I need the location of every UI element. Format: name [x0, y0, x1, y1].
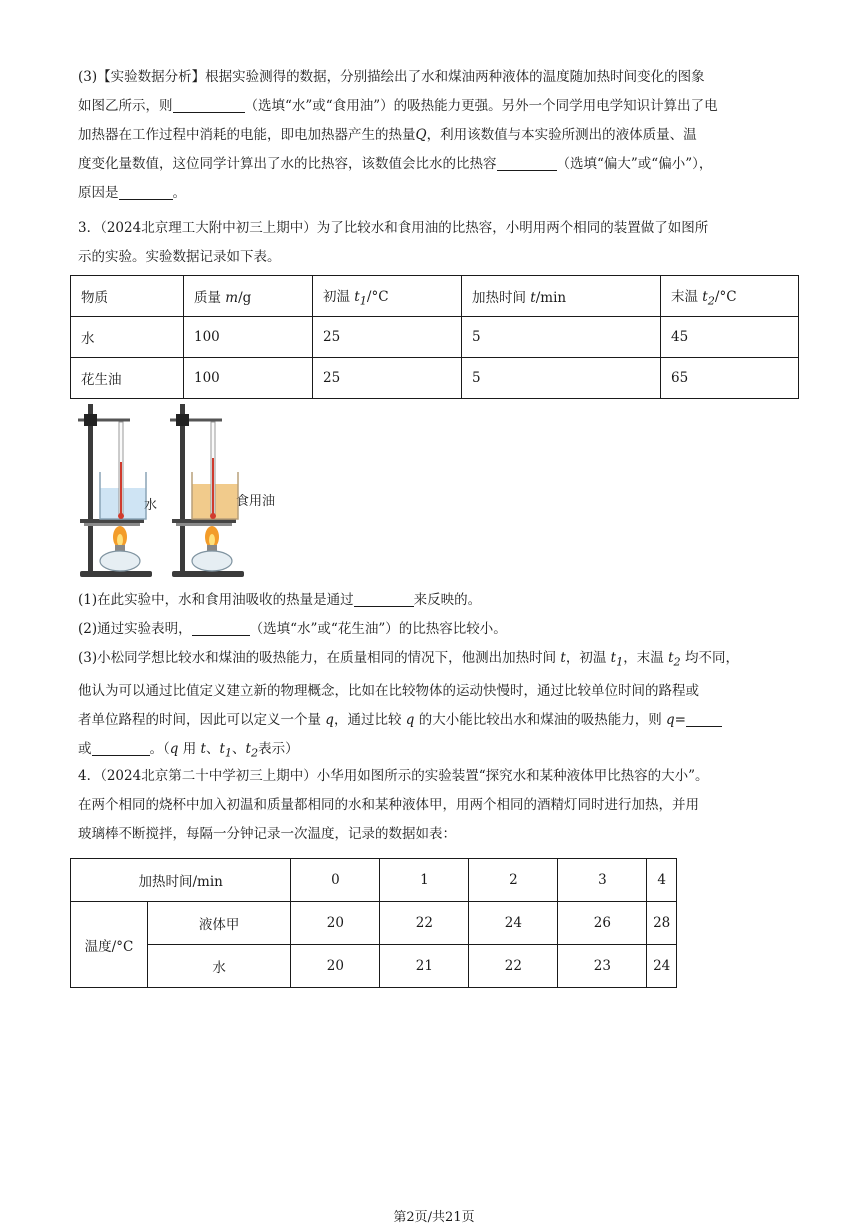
table-cell: 100 — [184, 317, 313, 358]
table-cell: 23 — [558, 945, 647, 988]
table-header-cell: 物质 — [71, 276, 184, 317]
table-cell: 25 — [313, 358, 462, 399]
label-oil: 食用油 — [236, 494, 276, 509]
table-header-cell: 末温 $t_2/^\circ C$ — [661, 276, 799, 317]
table-header-cell: 0 — [291, 859, 380, 902]
question3-stem: 3．（2024北京理工大附中初三上期中）为了比较水和食用油的比热容，小明用两个相同的装置做了如图所 示的实验。实验数据记录如下表。 — [78, 220, 709, 265]
table-cell: 26 — [558, 902, 647, 945]
apparatus-water — [78, 404, 157, 577]
table-cell: 22 — [469, 945, 558, 988]
answer-blank[interactable] — [686, 711, 722, 727]
experiment-apparatus-figure — [76, 400, 286, 582]
table-header-row — [71, 276, 799, 317]
table-header-cell: 温度/°C — [71, 902, 148, 988]
table-cell: 21 — [380, 945, 469, 988]
apparatus-oil — [170, 404, 275, 577]
q2-p3-line1: (3)【实验数据分析】根据实验测得的数据，分别描绘出了水和煤油两种液体的温度随加热时间变化的图象 — [78, 69, 705, 85]
table-cell: 100 — [184, 358, 313, 399]
table-cell: 5 — [462, 317, 661, 358]
table-row — [71, 358, 799, 399]
table-cell: 24 — [469, 902, 558, 945]
table-row — [71, 902, 677, 945]
answer-blank[interactable] — [119, 184, 173, 200]
answer-blank[interactable] — [173, 97, 245, 113]
table-header-row — [71, 859, 677, 902]
answer-blank[interactable] — [354, 591, 414, 607]
q3-data-table — [70, 275, 799, 399]
alcohol-lamp — [100, 551, 140, 571]
table-header-cell: 2 — [469, 859, 558, 902]
answer-blank[interactable] — [192, 620, 250, 636]
answer-blank[interactable] — [92, 740, 150, 756]
question3-subparts: (1)在此实验中，水和食用油吸收的热量是通过 来反映的。 (2)通过实验表明， （选填“水”或“花生油”）的比热容比较小。 (3)小松同学想比较水和煤油的吸热能力，在质量相同的情况下，他测出加热时间 t，初温 $t_1$，末温 $t_2$ 均不同， 他认为可以通过比值定义建立新的物理概念，比如在比较物体的运动快慢时，通过比较单位时间的路程或 者单位路程的时间，因此可以定义一个量 q，通过比较 q 的大小能比较出水和煤油的吸热能力，则 q= 或 。（q 用 t、$t_1$、$t_2$表示） — [78, 592, 739, 760]
table-cell: 液体甲 — [148, 902, 291, 945]
question4-stem: 4．（2024北京第二十中学初三上期中）小华用如图所示的实验装置“探究水和某种液体甲比热容的大小”。 在两个相同的烧杯中加入初温和质量都相同的水和某种液体甲，用两个相同的酒精灯同时进行加热，并用 玻璃棒不断搅拌，每隔一分钟记录一次温度，记录的数据如表： — [78, 768, 709, 842]
question2-part3: (3)【实验数据分析】根据实验测得的数据，分别描绘出了水和煤油两种液体的温度随加热时间变化的图象 如图乙所示，则 （选填“水”或“食用油”）的吸热能力更强。另外一个同学用电学知识计算出了电 加热器在工作过程中消耗的电能，即电加热器产生的热量Q，利用该数值与本实验所测出的液体质量、温 度变化量数值，这位同学计算出了水的比热容，该数值会比水的比热容 （选填“偏大”或“偏小”）， 原因是 。 — [78, 63, 800, 208]
table-cell: 20 — [291, 902, 380, 945]
table-cell: 45 — [661, 317, 799, 358]
table-cell: 水 — [148, 945, 291, 988]
table-cell: 65 — [661, 358, 799, 399]
table-header-cell: 4 — [647, 859, 677, 902]
table-cell: 22 — [380, 902, 469, 945]
table-header-cell: 加热时间 t/min — [462, 276, 661, 317]
page-footer: 第2页/共21页 — [393, 1210, 475, 1225]
table-header-cell: 3 — [558, 859, 647, 902]
table-row — [71, 317, 799, 358]
answer-blank[interactable] — [497, 155, 557, 171]
q4-data-table — [70, 858, 677, 988]
table-cell: 花生油 — [71, 358, 184, 399]
table-cell: 24 — [647, 945, 677, 988]
table-cell: 20 — [291, 945, 380, 988]
label-water: 水 — [144, 498, 158, 513]
alcohol-lamp — [192, 551, 232, 571]
table-header-cell: 加热时间/min — [71, 859, 291, 902]
table-header-cell: 质量 m/g — [184, 276, 313, 317]
table-header-cell: 1 — [380, 859, 469, 902]
table-row — [71, 945, 677, 988]
table-header-cell: 初温 $t_1/^\circ C$ — [313, 276, 462, 317]
table-cell: 水 — [71, 317, 184, 358]
table-cell: 5 — [462, 358, 661, 399]
table-cell: 28 — [647, 902, 677, 945]
table-cell: 25 — [313, 317, 462, 358]
